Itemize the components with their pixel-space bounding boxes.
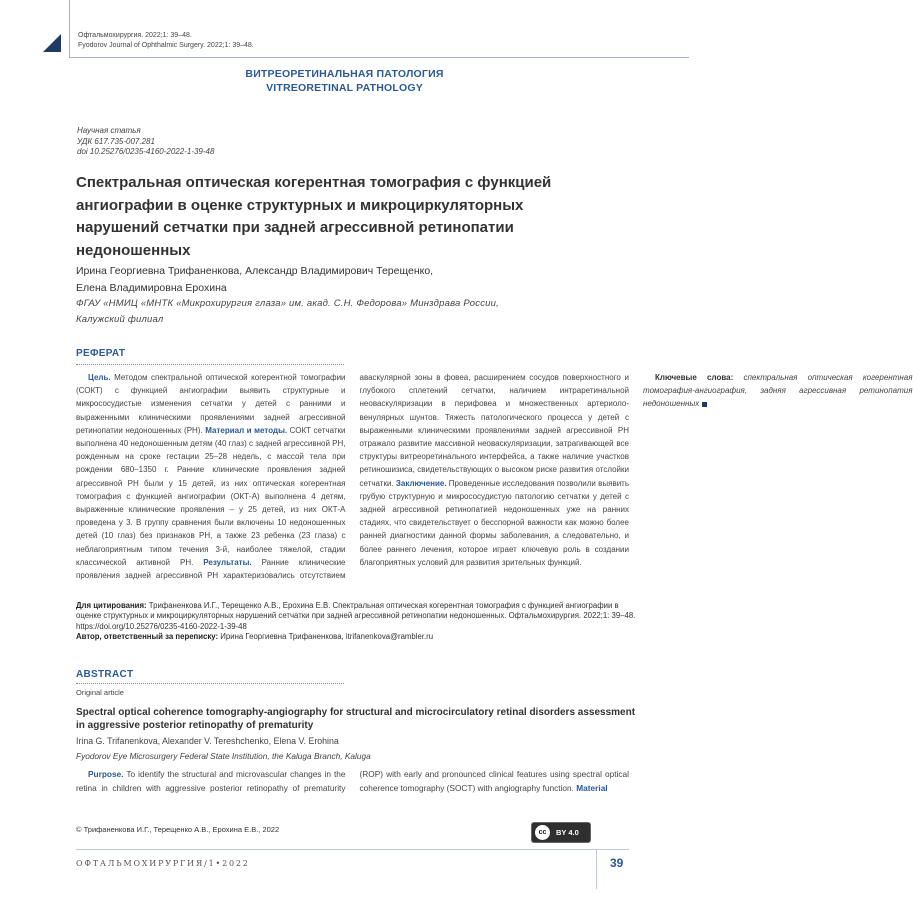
methods-text: СОКТ сетчатки выполнена 40 недоношенным детям (40 глаз) с задней агрессивной РН, рожденным на сроке гестации 25–28 недель, с массой тела при рождении 680–1350 г. Ранние клинические проявления задней агрессивной РН были у 15 детей, из них оптическая когерентная томография с функцией ангиографии (ОКТ-А) выполнена 4 детям, выраженные клинические проявления – у 25 детей, из них ОКТ-А проведена у 3. В группу сравнения были включены 10 недоношенных детей (10 глаз) без признаков РН, а также 23 ребенка (23 глаза) с неблагоприятным типом течения 3-й, наиболее тяжелой, стадии классической активной РН. [76, 425, 346, 567]
article-meta [77, 126, 214, 158]
corner-rule-vertical [69, 0, 70, 58]
affiliation-line-2: Калужский филиал [76, 314, 164, 325]
article-type: Научная статья [77, 126, 141, 135]
affiliation-en: Fyodorov Eye Microsurgery Federal State Institution, the Kaluga Branch, Kaluga [76, 751, 371, 761]
article-title-ru: Спектральная оптическая когерентная томография с функцией ангиографии в оценке структурных и микроциркуляторных нарушений сетчатки при задней агрессивной ретинопатии недоношенных [76, 174, 552, 259]
journal-line-en: Fyodorov Journal of Ophthalmic Surgery. 2022;1: 39–48. [78, 42, 254, 49]
corner-triangle [43, 34, 61, 52]
article-type-en: Original article [76, 688, 124, 697]
citation-block [76, 601, 636, 642]
purpose-label: Purpose. [88, 769, 124, 779]
corr-text: Ирина Георгиевна Трифаненкова, itrifanenkova@rambler.ru [218, 631, 434, 641]
section-title-ru: ВИТРЕОРЕТИНАЛЬНАЯ ПАТОЛОГИЯ [245, 68, 444, 80]
methods-label: Материал и методы. [202, 425, 288, 435]
section-title-en: VITREORETINAL PATHOLOGY [266, 82, 423, 94]
copyright: © Трифаненкова И.Г., Терещенко А.В., Ерохина Е.В., 2022 [76, 825, 280, 834]
license-text: BY 4.0 [556, 828, 579, 837]
correspondence-line [76, 632, 636, 642]
article-title-en: Spectral optical coherence tomography-angiography for structural and microcirculatory retinal disorders assessment in aggressive posterior retinopathy of prematurity [76, 707, 636, 731]
abstract-ru-body [76, 371, 913, 592]
cc-icon: cc [534, 824, 551, 841]
results-label: Результаты. [193, 557, 252, 567]
abstract-heading-ru: РЕФЕРАТ [76, 348, 126, 359]
conclusion-label: Заключение. [393, 478, 447, 488]
material-label: Material [573, 782, 608, 793]
conclusion-text: Проведенные исследования позволили выявить грубую структурную и микрососудистую патологию сетчатки у детей с задней агрессивной ретинопатией недоношенных уже на ранних стадиях, что свидетельствует о бесспорной важности как можно более ранней диагностики данной формы заболевания, а следовательно, и более раннего лечения, которое играет ключевую роль в создании благоприятных условий для развития зрительных функций. [359, 478, 630, 567]
citation-line [76, 601, 636, 632]
abstract-en-heading-rule [76, 683, 344, 684]
citation-text: Трифаненкова И.Г., Терещенко А.В., Ерохина Е.В. Спектральная оптическая когерентная томография с функцией ангиографии в оценке структурных и микроциркуляторных нарушений сетчатки при задней агрессивной ретинопатии недоношенных. Офтальмохирургия. 2022;1: 39–48. https://doi.org/10.25276/0235-4160-2022-1-39-48 [76, 601, 636, 631]
keywords-text: спектральная оптическая когерентная томография-ангиография, задняя агрессивная ретинопатия недоношенных [643, 373, 913, 409]
authors-line-1: Ирина Георгиевна Трифаненкова, Александр Владимирович Терещенко, [76, 265, 434, 277]
end-mark-square [702, 402, 707, 407]
cc-license-badge [531, 822, 591, 843]
footer-journal: ОФТАЛЬМОХИРУРГИЯ/1•2022 [76, 859, 250, 868]
footer-rule-vertical [596, 849, 597, 889]
footer-rule [76, 849, 629, 850]
affiliation-line-1: ФГАУ «НМИЦ «МНТК «Микрохирургия глаза» им. акад. С.Н. Федорова» Минздрава России, [76, 298, 499, 309]
doi: doi 10.25276/0235-4160-2022-1-39-48 [77, 147, 215, 156]
keywords-label: Ключевые слова: [655, 373, 734, 382]
abstract-ru-text [76, 371, 913, 592]
authors-line-2: Елена Владимировна Ерохина [76, 281, 227, 294]
affiliation-ru [76, 296, 616, 328]
results-text: Ранние клинические проявления задней агрессивной РН характеризовались отсутствием аваскулярной зоны в фовеа, расширением сосудов поверхностного и глубокого сплетений сетчатки, наличием интраретинальной неоваскуляризации в перифовеа и множественных артериоло-венулярных шунтов. Тяжесть патологического процесса у детей с выраженными клиническими проявлениями задней агрессивной РН отражало развитие массивной неоваскуляризации, затрагивающей все структуры витреоретинального интерфейса, а также наличие участков ретиношизиса, свидетельствующих о высоком риске развития отслойки сетчатки. [76, 373, 629, 581]
abstract-en-body [76, 768, 629, 808]
goal-label: Цель. [88, 373, 111, 382]
page-number: 39 [610, 856, 624, 870]
abstract-heading-en: ABSTRACT [76, 669, 134, 680]
purpose-text: To identify the structural and microvascular changes in the retina in children with aggressive posterior retinopathy of prematurity (ROP) with early and pronounced clinical features using spectral optical coherence tomography (SOCT) with angiography function. [76, 769, 629, 793]
authors-en: Irina G. Trifanenkova, Alexander V. Tereshchenko, Elena V. Erohina [76, 736, 339, 746]
abstract-heading-rule [76, 364, 344, 365]
citation-label: Для цитирования: [76, 601, 147, 610]
abstract-en-text [76, 768, 629, 808]
corr-label: Автор, ответственный за переписку: [76, 631, 219, 641]
journal-citation-header [78, 31, 254, 51]
corner-rule-horizontal [69, 57, 689, 58]
authors-ru [76, 263, 616, 296]
journal-line-ru: Офтальмохирургия. 2022;1: 39–48. [78, 32, 192, 39]
goal-text: Методом спектральной оптической когерентной томографии (СОКТ) с функцией ангиографии выявить структурные и микрососудистые изменения сетчатки у детей с ранними и выраженными клиническими проявлениями задней агрессивной ретинопатии недоношенных (РН). [76, 373, 346, 435]
udk: УДК 617.735-007.281 [77, 136, 155, 146]
